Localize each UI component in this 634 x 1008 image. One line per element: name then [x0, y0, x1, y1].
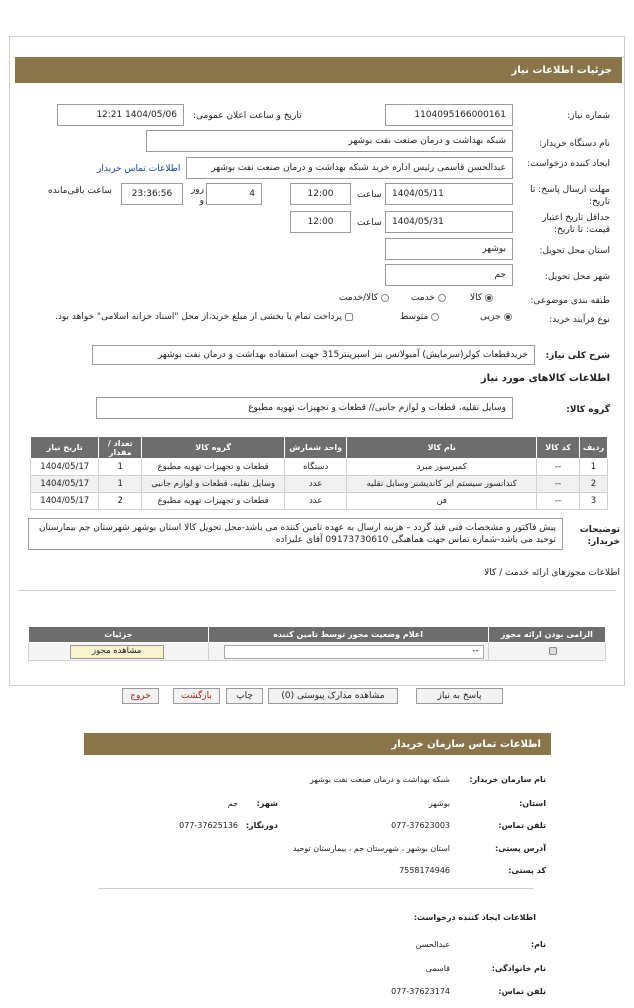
page-header — [15, 57, 622, 83]
need-number-label: شماره نیاز: — [567, 111, 610, 121]
phone-value: 077-37623003 — [391, 821, 450, 830]
cell-date: 1404/05/17 — [31, 476, 99, 493]
radio-icon — [381, 294, 389, 302]
goods-info-title: اطلاعات کالاهای مورد نیاز — [480, 373, 610, 384]
radio-icon — [438, 294, 446, 302]
city-label: شهر محل تحویل: — [544, 272, 610, 282]
category-option-goods[interactable]: کالا — [470, 293, 493, 303]
permit-status-cell — [208, 643, 488, 661]
province-field: بوشهر — [385, 238, 513, 260]
creator-field: عبدالحسن قاسمی رئیس اداره خرید شبکه بهداشت و درمان صنعت نفت بوشهر — [186, 157, 513, 179]
col-row: ردیف — [579, 437, 607, 459]
announce-field: 1404/05/06 12:21 — [57, 104, 184, 126]
permit-details-cell — [29, 643, 209, 661]
items-table — [30, 436, 608, 510]
cell-code: -- — [537, 493, 580, 510]
days-remaining-field: 4 — [206, 183, 262, 205]
permit-status-select[interactable]: -- — [224, 645, 484, 659]
reply-time-label: ساعت — [357, 190, 382, 200]
cell-name: فن — [347, 493, 537, 510]
category-option-both[interactable]: کالا/خدمت — [339, 293, 389, 303]
cell-group: قطعات و تجهیزات تهویه مطبوع — [142, 459, 285, 476]
treasury-payment-checkbox[interactable]: پرداخت تمام یا بخشی از مبلغ خرید،از محل "اسناد خزانه اسلامی" خواهد بود. — [55, 312, 353, 322]
permits-table-header — [29, 627, 606, 643]
col-status: اعلام وضعیت مجوز توسط تامین کننده — [208, 627, 488, 643]
checkbox-checked-icon — [549, 647, 557, 655]
permits-title: اطلاعات مجوزهای ارائه خدمت / کالا — [484, 568, 620, 578]
address-value: استان بوشهر ، شهرستان جم ، بیمارستان توحید — [292, 844, 450, 853]
col-qty: تعداد / مقدار — [99, 437, 142, 459]
table-row — [29, 643, 606, 661]
fax-value: 077-37625136 — [179, 821, 238, 830]
family-label: نام خانوادگی: — [491, 964, 546, 973]
col-group: گروه کالا — [142, 437, 285, 459]
postal-value: 7558174946 — [399, 866, 450, 875]
need-number-field: 1104095166000161 — [385, 104, 513, 126]
province-contact-value: بوشهر — [428, 799, 450, 808]
attachments-button[interactable]: مشاهده مدارک پیوستی (0) — [268, 688, 398, 704]
back-button[interactable]: بازگشت — [173, 688, 220, 704]
city-contact-label: شهر: — [256, 799, 278, 808]
cell-row: 2 — [579, 476, 607, 493]
validity-time-field: 12:00 — [290, 211, 351, 233]
col-details: جزئیات — [29, 627, 209, 643]
name-label: نام: — [530, 940, 546, 949]
goods-group-label: گروه کالا: — [566, 405, 610, 415]
cell-group: قطعات و تجهیزات تهویه مطبوع — [142, 493, 285, 510]
cell-code: -- — [537, 476, 580, 493]
name-value: عبدالحسن — [415, 940, 450, 949]
creator-phone-value: 077-37623174 — [391, 987, 450, 996]
validity-label: حداقل تاریخ اعتبار قیمت: تا تاریخ: — [542, 213, 610, 235]
cell-name: کمپرسور مبرد — [347, 459, 537, 476]
radio-icon — [504, 313, 512, 321]
cell-group: وسایل نقلیه، قطعات و لوازم جانبی — [142, 476, 285, 493]
divider — [18, 590, 616, 591]
remaining-label: ساعت باقی‌مانده — [48, 186, 112, 196]
items-table-header — [31, 437, 608, 459]
cell-unit: عدد — [285, 476, 347, 493]
table-row — [31, 493, 608, 510]
view-permit-button[interactable]: مشاهده مجوز — [70, 645, 164, 659]
reply-time-field: 12:00 — [290, 183, 351, 205]
address-label: آدرس پستی: — [495, 844, 546, 853]
permit-required-cell — [488, 643, 605, 661]
org-label: نام سازمان خریدار: — [469, 775, 546, 784]
cell-qty: 1 — [99, 459, 142, 476]
process-option-medium[interactable]: متوسط — [400, 312, 439, 322]
reply-date-field: 1404/05/11 — [385, 183, 513, 205]
contact-title: اطلاعات تماس سازمان خریدار — [391, 738, 541, 750]
col-code: کد کالا — [537, 437, 580, 459]
announce-label: تاریخ و ساعت اعلان عمومی: — [193, 111, 302, 121]
postal-label: کد پستی: — [508, 866, 546, 875]
print-button[interactable]: چاپ — [226, 688, 263, 704]
creator-info-title: اطلاعات ایجاد کننده درخواست: — [413, 913, 536, 922]
cell-row: 1 — [579, 459, 607, 476]
buyer-notes-label: توضیحات خریدار: — [579, 525, 620, 547]
reply-button[interactable]: پاسخ به نیاز — [416, 688, 503, 704]
permits-table — [28, 626, 606, 661]
page-title: جزئیات اطلاعات نیاز — [511, 64, 612, 76]
buyer-notes-field: پیش فاکتور و مشخصات فنی قید گردد – هزینه ارسال به عهده تامین کننده می باشد-محل تحویل کالا استان بوشهر شهرستان جم بیمارستان توحید می باشد-شماره تماس جهت هماهنگی 09173730610 آقای علیزاده — [28, 518, 563, 550]
cell-qty: 1 — [99, 476, 142, 493]
days-label: روز و — [190, 185, 204, 206]
exit-button[interactable]: خروج — [122, 688, 159, 704]
table-row — [31, 476, 608, 493]
process-label: نوع فرآیند خرید: — [549, 315, 610, 325]
cell-code: -- — [537, 459, 580, 476]
category-label: طبقه بندی موضوعی: — [530, 296, 610, 306]
city-field: جم — [385, 264, 513, 286]
province-label: استان محل تحویل: — [539, 246, 610, 256]
family-value: قاسمی — [425, 964, 450, 973]
divider — [98, 888, 534, 889]
city-contact-value: جم — [227, 799, 238, 808]
process-option-minor[interactable]: جزیی — [480, 312, 512, 322]
radio-icon — [485, 294, 493, 302]
cell-unit: عدد — [285, 493, 347, 510]
goods-group-field: وسایل نقلیه، قطعات و لوازم جانبی// قطعات و تجهیزات تهویه مطبوع — [96, 397, 513, 419]
col-date: تاریخ نیاز — [31, 437, 99, 459]
summary-field: خریدقطعات کولر(سرمایش) آمبولانس بنز اسپرینتر315 جهت استفاده بهداشت و درمان نفت بوشهر — [92, 345, 535, 365]
reply-deadline-label: مهلت ارسال پاسخ: تا تاریخ: — [530, 185, 610, 207]
province-contact-label: استان: — [519, 799, 546, 808]
contact-header — [84, 733, 551, 755]
table-row — [31, 459, 608, 476]
cell-date: 1404/05/17 — [31, 459, 99, 476]
org-value: شبکه بهداشت و درمان صنعت نفت بوشهر — [309, 775, 450, 784]
validity-time-label: ساعت — [357, 218, 382, 228]
creator-label: ایجاد کننده درخواست: — [527, 159, 610, 169]
phone-label: تلفن تماس: — [498, 821, 546, 830]
buyer-label: نام دستگاه خریدار: — [539, 139, 610, 149]
radio-icon — [431, 313, 439, 321]
cell-row: 3 — [579, 493, 607, 510]
cell-name: کندانسور سیستم ایر کاندیشنر وسایل نقلیه — [347, 476, 537, 493]
remaining-time-field: 23:36:56 — [121, 183, 183, 205]
buyer-contact-link[interactable]: اطلاعات تماس خریدار — [97, 164, 181, 174]
creator-phone-label: تلفن تماس: — [498, 987, 546, 996]
category-option-service[interactable]: خدمت — [411, 293, 446, 303]
checkbox-icon — [345, 313, 353, 321]
cell-unit: دستگاه — [285, 459, 347, 476]
summary-label: شرح کلی نیاز: — [545, 351, 610, 361]
cell-date: 1404/05/17 — [31, 493, 99, 510]
col-name: نام کالا — [347, 437, 537, 459]
cell-qty: 2 — [99, 493, 142, 510]
fax-label: دورنگار: — [245, 821, 278, 830]
col-unit: واحد شمارش — [285, 437, 347, 459]
validity-date-field: 1404/05/31 — [385, 211, 513, 233]
col-required: الزامی بودن ارائه مجوز — [488, 627, 605, 643]
buyer-field: شبکه بهداشت و درمان صنعت نفت بوشهر — [146, 130, 513, 152]
